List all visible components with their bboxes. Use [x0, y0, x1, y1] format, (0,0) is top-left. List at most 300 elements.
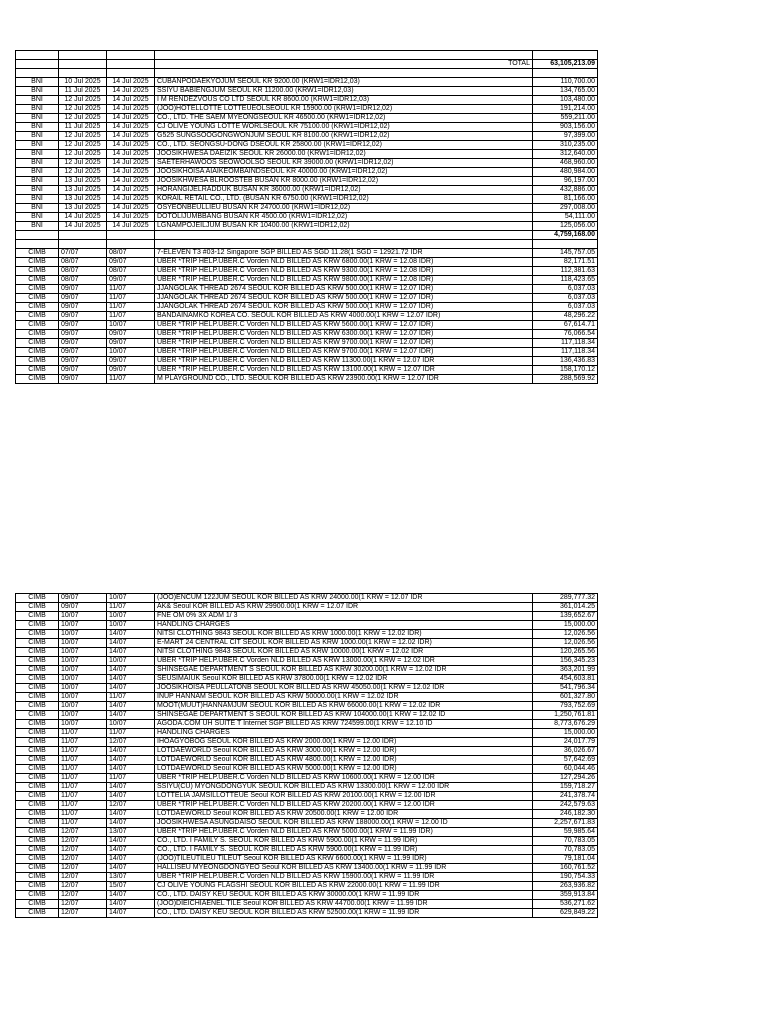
bank-cell: CIMB [16, 357, 59, 366]
table-row [16, 891, 598, 900]
bank-cell: BNI [16, 78, 59, 87]
posting-date-cell: 14/07 [107, 855, 155, 864]
bank-cell: CIMB [16, 339, 59, 348]
description-cell: FNE OM 0% 3X ADM 1/ 3 [155, 612, 533, 621]
description-cell: (JOO)ENCUM 122JUM SEOUL KOR BILLED AS KRW 24000.00(1 KRW = 12.07 IDR [155, 594, 533, 603]
description-cell: NITSI CLOTHING 9843 SEOUL KOR BILLED AS KRW 10000.00(1 KRW = 12.02 IDR [155, 648, 533, 657]
transaction-date-cell: 08/07 [59, 276, 107, 285]
bank-cell: BNI [16, 114, 59, 123]
amount-cell: 6,037.03 [533, 303, 598, 312]
amount-cell: 241,378.74 [533, 792, 598, 801]
transaction-date-cell: 10/07 [59, 693, 107, 702]
posting-date-cell: 14/07 [107, 819, 155, 828]
bank-cell: CIMB [16, 276, 59, 285]
amount-cell: 82,171.51 [533, 258, 598, 267]
bank-cell: CIMB [16, 312, 59, 321]
amount-cell: 76,066.54 [533, 330, 598, 339]
table-row [16, 195, 598, 204]
description-cell: CO., LTD. THE SAEM MYEONGSEOUL KR 46500.00 (KRW1=IDR12,02) [155, 114, 533, 123]
amount-cell: 288,569.92 [533, 375, 598, 384]
amount-cell: 8,773,676.29 [533, 720, 598, 729]
transaction-date-cell: 14 Jul 2025 [59, 213, 107, 222]
bank-cell: BNI [16, 150, 59, 159]
table-row [16, 312, 598, 321]
transaction-date-cell: 12/07 [59, 909, 107, 918]
table-row [16, 267, 598, 276]
posting-date-cell: 14 Jul 2025 [107, 87, 155, 96]
posting-date-cell: 14 Jul 2025 [107, 150, 155, 159]
description-cell: G525 SUNGSOOGONGWONJUM SEOUL KR 8100.00 (KRW1=IDR12,02) [155, 132, 533, 141]
amount-cell: 1,250,761.81 [533, 711, 598, 720]
description-cell: 7-ELEVEN T3 #03-12 Singapore SGP BILLED AS SGD 11.28(1 SGD = 12921.72 IDR [155, 249, 533, 258]
posting-date-cell: 12/07 [107, 738, 155, 747]
description-cell: JOOSIKHOISA AIAIKEOMBAINDSEOUL KR 40000.00 (KRW1=IDR12,02) [155, 168, 533, 177]
description-cell: INUP HANNAM SEOUL KOR BILLED AS KRW 50000.00(1 KRW = 12.02 IDR [155, 693, 533, 702]
transaction-date-cell: 09/07 [59, 348, 107, 357]
description-cell: UBER *TRIP HELP.UBER.C Vorden NLD BILLED AS KRW 6800.00(1 KRW = 12.08 IDR) [155, 258, 533, 267]
amount-cell: 70,783.05 [533, 846, 598, 855]
bank-cell: CIMB [16, 747, 59, 756]
posting-date-cell: 11/07 [107, 729, 155, 738]
table-row [16, 366, 598, 375]
amount-cell: 2,257,671.83 [533, 819, 598, 828]
table-row [16, 276, 598, 285]
transaction-date-cell: 12/07 [59, 828, 107, 837]
table-row [16, 213, 598, 222]
table-row [16, 756, 598, 765]
amount-cell: 312,640.00 [533, 150, 598, 159]
posting-date-cell: 09/07 [107, 330, 155, 339]
posting-date-cell: 13/07 [107, 873, 155, 882]
amount-cell: 432,886.00 [533, 186, 598, 195]
description-cell: CO., LTD. I FAMILY S. SEOUL KOR BILLED AS KRW 5900.00(1 KRW = 11.99 IDR) [155, 837, 533, 846]
blank-row [16, 51, 598, 60]
table-row [16, 357, 598, 366]
table-row [16, 159, 598, 168]
table-row [16, 801, 598, 810]
amount-cell: 81,166.00 [533, 195, 598, 204]
bank-cell: CIMB [16, 630, 59, 639]
amount-cell: 60,044.46 [533, 765, 598, 774]
amount-cell: 57,642.69 [533, 756, 598, 765]
description-cell: LOTDAEWORLD Seoul KOR BILLED AS KRW 5000.00(1 KRW = 12.00 IDR) [155, 765, 533, 774]
description-cell: SHINSEGAE DEPARTMENT S SEOUL KOR BILLED AS KRW 104000.00(1 KRW = 12.02 ID [155, 711, 533, 720]
total-label: TOTAL [155, 60, 533, 69]
amount-cell: 359,913.84 [533, 891, 598, 900]
posting-date-cell: 09/07 [107, 276, 155, 285]
table-row [16, 693, 598, 702]
amount-cell: 601,327.80 [533, 693, 598, 702]
transaction-date-cell: 12 Jul 2025 [59, 132, 107, 141]
posting-date-cell: 15/07 [107, 882, 155, 891]
table-row [16, 702, 598, 711]
description-cell: (JOO)DIEICHIAENEL TILE Seoul KOR BILLED AS KRW 44700.00(1 KRW = 11.99 IDR [155, 900, 533, 909]
table-row [16, 684, 598, 693]
bank-cell: CIMB [16, 837, 59, 846]
transaction-date-cell: 12 Jul 2025 [59, 168, 107, 177]
posting-date-cell: 14 Jul 2025 [107, 186, 155, 195]
posting-date-cell: 14 Jul 2025 [107, 177, 155, 186]
bank-cell: CIMB [16, 873, 59, 882]
amount-cell: 6,037.03 [533, 294, 598, 303]
description-cell: CUBANPODAEKYOJUM SEOUL KR 9200.00 (KRW1=IDR12,03) [155, 78, 533, 87]
transaction-date-cell: 10/07 [59, 621, 107, 630]
table-row [16, 87, 598, 96]
table-row [16, 123, 598, 132]
amount-cell: 190,754.33 [533, 873, 598, 882]
transaction-date-cell: 08/07 [59, 258, 107, 267]
table-row [16, 186, 598, 195]
posting-date-cell: 14 Jul 2025 [107, 222, 155, 231]
posting-date-cell: 11/07 [107, 294, 155, 303]
posting-date-cell: 14/07 [107, 783, 155, 792]
description-cell: LOTDAEWORLD Seoul KOR BILLED AS KRW 3000.00(1 KRW = 12.00 IDR) [155, 747, 533, 756]
posting-date-cell: 14 Jul 2025 [107, 114, 155, 123]
amount-cell: 110,700.00 [533, 78, 598, 87]
bank-cell: CIMB [16, 675, 59, 684]
table-row [16, 792, 598, 801]
bank-cell: CIMB [16, 612, 59, 621]
amount-cell: 117,118.34 [533, 348, 598, 357]
amount-cell: 134,765.00 [533, 87, 598, 96]
bank-cell: BNI [16, 186, 59, 195]
transaction-date-cell: 12 Jul 2025 [59, 96, 107, 105]
table-row [16, 321, 598, 330]
description-cell: HANDLING CHARGES [155, 621, 533, 630]
bank-cell: CIMB [16, 594, 59, 603]
posting-date-cell: 14/07 [107, 684, 155, 693]
amount-cell: 629,849.22 [533, 909, 598, 918]
description-cell: CJ OLIVE YOUNG FLAGSHI SEOUL KOR BILLED AS KRW 22000.00(1 KRW = 11.99 IDR [155, 882, 533, 891]
amount-cell: 54,111.00 [533, 213, 598, 222]
description-cell: HANDLING CHARGES [155, 729, 533, 738]
description-cell: M PLAYGROUND CO., LTD. SEOUL KOR BILLED AS KRW 23900.00(1 KRW = 12.07 IDR [155, 375, 533, 384]
bank-cell: CIMB [16, 303, 59, 312]
description-cell: LOTDAEWORLD Seoul KOR BILLED AS KRW 4800.00(1 KRW = 12.00 IDR) [155, 756, 533, 765]
table-row [16, 621, 598, 630]
bank-cell: CIMB [16, 720, 59, 729]
bank-cell: CIMB [16, 783, 59, 792]
table-row [16, 168, 598, 177]
table-row [16, 639, 598, 648]
description-cell: SSIYU BABIENGJUM SEOUL KR 11200.00 (KRW1=IDR12,03) [155, 87, 533, 96]
bank-cell: CIMB [16, 603, 59, 612]
posting-date-cell: 09/07 [107, 357, 155, 366]
bank-cell: CIMB [16, 375, 59, 384]
table-row [16, 783, 598, 792]
transaction-date-cell: 12/07 [59, 855, 107, 864]
posting-date-cell: 14/07 [107, 900, 155, 909]
posting-date-cell: 14 Jul 2025 [107, 132, 155, 141]
amount-cell: 112,381.63 [533, 267, 598, 276]
table-row [16, 729, 598, 738]
description-cell: JJANGOLAK THREAD 2674 SEOUL KOR BILLED AS KRW 500.00(1 KRW = 12.07 IDR) [155, 303, 533, 312]
transaction-date-cell: 13 Jul 2025 [59, 186, 107, 195]
amount-cell: 12,026.56 [533, 639, 598, 648]
transaction-date-cell: 07/07 [59, 249, 107, 258]
description-cell: CO., LTD. SEONGSU-DONG DSEOUL KR 25800.00 (KRW1=IDR12,02) [155, 141, 533, 150]
bank-cell: CIMB [16, 882, 59, 891]
amount-cell: 246,182.30 [533, 810, 598, 819]
transaction-date-cell: 11/07 [59, 756, 107, 765]
posting-date-cell: 14/07 [107, 648, 155, 657]
description-cell: AK& Seoul KOR BILLED AS KRW 29900.00(1 KRW = 12.07 IDR [155, 603, 533, 612]
transaction-date-cell: 11/07 [59, 810, 107, 819]
table-row [16, 765, 598, 774]
amount-cell: 156,345.23 [533, 657, 598, 666]
transaction-date-cell: 10/07 [59, 702, 107, 711]
table-row [16, 711, 598, 720]
amount-cell: 158,170.12 [533, 366, 598, 375]
table-row [16, 810, 598, 819]
transaction-date-cell: 12/07 [59, 891, 107, 900]
bank-cell: CIMB [16, 249, 59, 258]
bank-cell: CIMB [16, 792, 59, 801]
posting-date-cell: 10/07 [107, 321, 155, 330]
description-cell: SHINSEGAE DEPARTMENT S SEOUL KOR BILLED AS KRW 30200.00(1 KRW = 12.02 IDR [155, 666, 533, 675]
transaction-date-cell: 12 Jul 2025 [59, 150, 107, 159]
table-row [16, 819, 598, 828]
bank-cell: CIMB [16, 330, 59, 339]
amount-cell: 70,783.05 [533, 837, 598, 846]
table-row [16, 375, 598, 384]
table-row [16, 720, 598, 729]
posting-date-cell: 14 Jul 2025 [107, 141, 155, 150]
description-cell: UBER *TRIP HELP.UBER.C Vorden NLD BILLED AS KRW 6300.00(1 KRW = 12.07 IDR) [155, 330, 533, 339]
transaction-date-cell: 09/07 [59, 303, 107, 312]
bank-cell: CIMB [16, 810, 59, 819]
description-cell: E-MART 24 CENTRAL CIT SEOUL KOR BILLED AS KRW 1000.00(1 KRW = 12.02 IDR) [155, 639, 533, 648]
transaction-date-cell: 11/07 [59, 819, 107, 828]
description-cell: I M RENDEZVOUS CO LTD SEOUL KR 8600.00 (KRW1=IDR12,03) [155, 96, 533, 105]
posting-date-cell: 14/07 [107, 666, 155, 675]
amount-cell: 15,000.00 [533, 729, 598, 738]
amount-cell: 127,294.26 [533, 774, 598, 783]
transaction-date-cell: 11/07 [59, 729, 107, 738]
bank-cell: CIMB [16, 621, 59, 630]
amount-cell: 125,056.00 [533, 222, 598, 231]
bank-cell: CIMB [16, 819, 59, 828]
total-row [16, 60, 598, 69]
bank-cell: BNI [16, 177, 59, 186]
bank-cell: CIMB [16, 648, 59, 657]
transaction-date-cell: 09/07 [59, 375, 107, 384]
posting-date-cell: 14 Jul 2025 [107, 168, 155, 177]
amount-cell: 559,211.00 [533, 114, 598, 123]
transaction-date-cell: 10/07 [59, 666, 107, 675]
transaction-date-cell: 12/07 [59, 846, 107, 855]
table-row [16, 873, 598, 882]
table-row [16, 630, 598, 639]
amount-cell: 468,960.00 [533, 159, 598, 168]
description-cell: (JOO)TILEUTILEU TILEUT Seoul KOR BILLED AS KRW 6600.00(1 KRW = 11.99 IDR) [155, 855, 533, 864]
transaction-date-cell: 10/07 [59, 657, 107, 666]
description-cell: JJANGOLAK THREAD 2674 SEOUL KOR BILLED AS KRW 500.00(1 KRW = 12.07 IDR) [155, 294, 533, 303]
posting-date-cell: 13/07 [107, 828, 155, 837]
bank-cell: CIMB [16, 846, 59, 855]
posting-date-cell: 09/07 [107, 366, 155, 375]
table-row [16, 594, 598, 603]
transaction-date-cell: 14 Jul 2025 [59, 222, 107, 231]
amount-cell: 59,985.64 [533, 828, 598, 837]
amount-cell: 263,936.82 [533, 882, 598, 891]
amount-cell: 480,984.00 [533, 168, 598, 177]
table-row [16, 774, 598, 783]
bank-cell: CIMB [16, 765, 59, 774]
bank-cell: BNI [16, 222, 59, 231]
table-row [16, 909, 598, 918]
bank-cell: CIMB [16, 891, 59, 900]
amount-cell: 139,652.67 [533, 612, 598, 621]
transaction-table-bottom [15, 593, 598, 918]
bank-cell: CIMB [16, 294, 59, 303]
amount-cell: 136,436.83 [533, 357, 598, 366]
description-cell: OSYEONBEULLIEU BUSAN KR 24700.00 (KRW1=IDR12,02) [155, 204, 533, 213]
bank-cell: CIMB [16, 711, 59, 720]
description-cell: (JOO)HOTELLOTTE LOTTEUEOLSEOUL KR 15900.00 (KRW1=IDR12,02) [155, 105, 533, 114]
posting-date-cell: 10/07 [107, 348, 155, 357]
description-cell: SSIYU(CU) MYONGDONGYUK SEOUL KOR BILLED AS KRW 13300.00(1 KRW = 12.00 IDR [155, 783, 533, 792]
transaction-date-cell: 12 Jul 2025 [59, 105, 107, 114]
table-row [16, 738, 598, 747]
posting-date-cell: 14/07 [107, 891, 155, 900]
bni-subtotal-value: 4,759,168.00 [533, 231, 598, 240]
transaction-date-cell: 09/07 [59, 330, 107, 339]
amount-cell: 242,579.63 [533, 801, 598, 810]
table-row [16, 348, 598, 357]
transaction-date-cell: 09/07 [59, 294, 107, 303]
table-row [16, 96, 598, 105]
amount-cell: 289,777.32 [533, 594, 598, 603]
table-row [16, 657, 598, 666]
bank-cell: CIMB [16, 909, 59, 918]
posting-date-cell: 14 Jul 2025 [107, 105, 155, 114]
table-row [16, 900, 598, 909]
description-cell: UBER *TRIP HELP.UBER.C Vorden NLD BILLED AS KRW 5000.00(1 KRW = 11.99 IDR) [155, 828, 533, 837]
transaction-date-cell: 12/07 [59, 882, 107, 891]
transaction-date-cell: 11/07 [59, 738, 107, 747]
table-row [16, 675, 598, 684]
transaction-date-cell: 10/07 [59, 675, 107, 684]
transaction-date-cell: 12 Jul 2025 [59, 141, 107, 150]
transaction-date-cell: 11/07 [59, 783, 107, 792]
description-cell: JJANGOLAK THREAD 2674 SEOUL KOR BILLED AS KRW 500.00(1 KRW = 12.07 IDR) [155, 285, 533, 294]
transaction-date-cell: 09/07 [59, 321, 107, 330]
posting-date-cell: 11/07 [107, 693, 155, 702]
table-row [16, 105, 598, 114]
transaction-date-cell: 09/07 [59, 312, 107, 321]
amount-cell: 96,197.00 [533, 177, 598, 186]
posting-date-cell: 14/07 [107, 864, 155, 873]
posting-date-cell: 14/07 [107, 909, 155, 918]
posting-date-cell: 14/07 [107, 675, 155, 684]
amount-cell: 117,118.34 [533, 339, 598, 348]
bank-cell: CIMB [16, 366, 59, 375]
amount-cell: 36,026.67 [533, 747, 598, 756]
transaction-date-cell: 12 Jul 2025 [59, 159, 107, 168]
posting-date-cell: 11/07 [107, 603, 155, 612]
description-cell: DOTOLIJUMBBANG BUSAN KR 4500.00 (KRW1=IDR12,02) [155, 213, 533, 222]
posting-date-cell: 14/07 [107, 792, 155, 801]
amount-cell: 363,201.99 [533, 666, 598, 675]
table-row [16, 114, 598, 123]
table-row [16, 648, 598, 657]
transaction-date-cell: 11/07 [59, 801, 107, 810]
bank-cell: CIMB [16, 258, 59, 267]
posting-date-cell: 14/07 [107, 747, 155, 756]
transaction-table-top [15, 50, 598, 384]
posting-date-cell: 11/07 [107, 303, 155, 312]
amount-cell: 24,017.79 [533, 738, 598, 747]
posting-date-cell: 14 Jul 2025 [107, 96, 155, 105]
transaction-date-cell: 13 Jul 2025 [59, 177, 107, 186]
bank-cell: BNI [16, 87, 59, 96]
transaction-date-cell: 11/07 [59, 765, 107, 774]
description-cell: SEUSIMAIUK Seoul KOR BILLED AS KRW 37800.00(1 KRW = 12.02 IDR [155, 675, 533, 684]
transaction-date-cell: 10/07 [59, 639, 107, 648]
description-cell: AGODA.COM UH SUITE T Internet SGP BILLED AS KRW 724599.00(1 KRW = 12.10 ID [155, 720, 533, 729]
table-row [16, 258, 598, 267]
description-cell: HALLISEU MYEONGDONGYEO Seoul KOR BILLED AS KRW 13400.00(1 KRW = 11.99 IDR [155, 864, 533, 873]
description-cell: CO., LTD. DAISY KEU SEOUL KOR BILLED AS KRW 52500.00(1 KRW = 11.99 IDR [155, 909, 533, 918]
amount-cell: 191,214.00 [533, 105, 598, 114]
transaction-date-cell: 10/07 [59, 630, 107, 639]
table-row [16, 204, 598, 213]
description-cell: IHOAGYOBOG SEOUL KOR BILLED AS KRW 2000.00(1 KRW = 12.00 IDR) [155, 738, 533, 747]
transaction-date-cell: 09/07 [59, 285, 107, 294]
posting-date-cell: 14 Jul 2025 [107, 159, 155, 168]
description-cell: UBER *TRIP HELP.UBER.C Vorden NLD BILLED AS KRW 13000.00(1 KRW = 12.02 IDR [155, 657, 533, 666]
posting-date-cell: 14 Jul 2025 [107, 78, 155, 87]
posting-date-cell: 14/07 [107, 711, 155, 720]
posting-date-cell: 10/07 [107, 612, 155, 621]
bank-cell: CIMB [16, 774, 59, 783]
posting-date-cell: 14/07 [107, 846, 155, 855]
description-cell: MOOT(MUUT)HANNAMJUM SEOUL KOR BILLED AS KRW 66000.00(1 KRW = 12.02 IDR [155, 702, 533, 711]
transaction-date-cell: 09/07 [59, 357, 107, 366]
transaction-date-cell: 12/07 [59, 837, 107, 846]
transaction-date-cell: 10/07 [59, 711, 107, 720]
table-row [16, 330, 598, 339]
blank-row [16, 240, 598, 249]
description-cell: UBER *TRIP HELP.UBER.C Vorden NLD BILLED AS KRW 9800.00(1 KRW = 12.08 IDR) [155, 276, 533, 285]
description-cell: KORAIL RETAIL CO., LTD. (BUSAN KR 6750.00 (KRW1=IDR12,02) [155, 195, 533, 204]
posting-date-cell: 14/07 [107, 639, 155, 648]
bank-cell: CIMB [16, 684, 59, 693]
table-row [16, 285, 598, 294]
table-row [16, 603, 598, 612]
posting-date-cell: 14/07 [107, 630, 155, 639]
table-row [16, 747, 598, 756]
transaction-date-cell: 09/07 [59, 339, 107, 348]
table-row [16, 339, 598, 348]
bank-cell: BNI [16, 213, 59, 222]
table-row [16, 132, 598, 141]
transaction-date-cell: 12/07 [59, 900, 107, 909]
transaction-date-cell: 12 Jul 2025 [59, 114, 107, 123]
table-row [16, 294, 598, 303]
posting-date-cell: 08/07 [107, 267, 155, 276]
description-cell: NITSI CLOTHING 9843 SEOUL KOR BILLED AS KRW 1000.00(1 KRW = 12.02 IDR) [155, 630, 533, 639]
amount-cell: 310,235.00 [533, 141, 598, 150]
posting-date-cell: 14/07 [107, 837, 155, 846]
posting-date-cell: 14 Jul 2025 [107, 123, 155, 132]
description-cell: UBER *TRIP HELP.UBER.C Vorden NLD BILLED AS KRW 15900.00(1 KRW = 11.99 IDR [155, 873, 533, 882]
bank-cell: BNI [16, 132, 59, 141]
amount-cell: 67,614.71 [533, 321, 598, 330]
description-cell: UBER *TRIP HELP.UBER.C Vorden NLD BILLED AS KRW 20200.00(1 KRW = 12.00 IDR [155, 801, 533, 810]
table-row [16, 249, 598, 258]
